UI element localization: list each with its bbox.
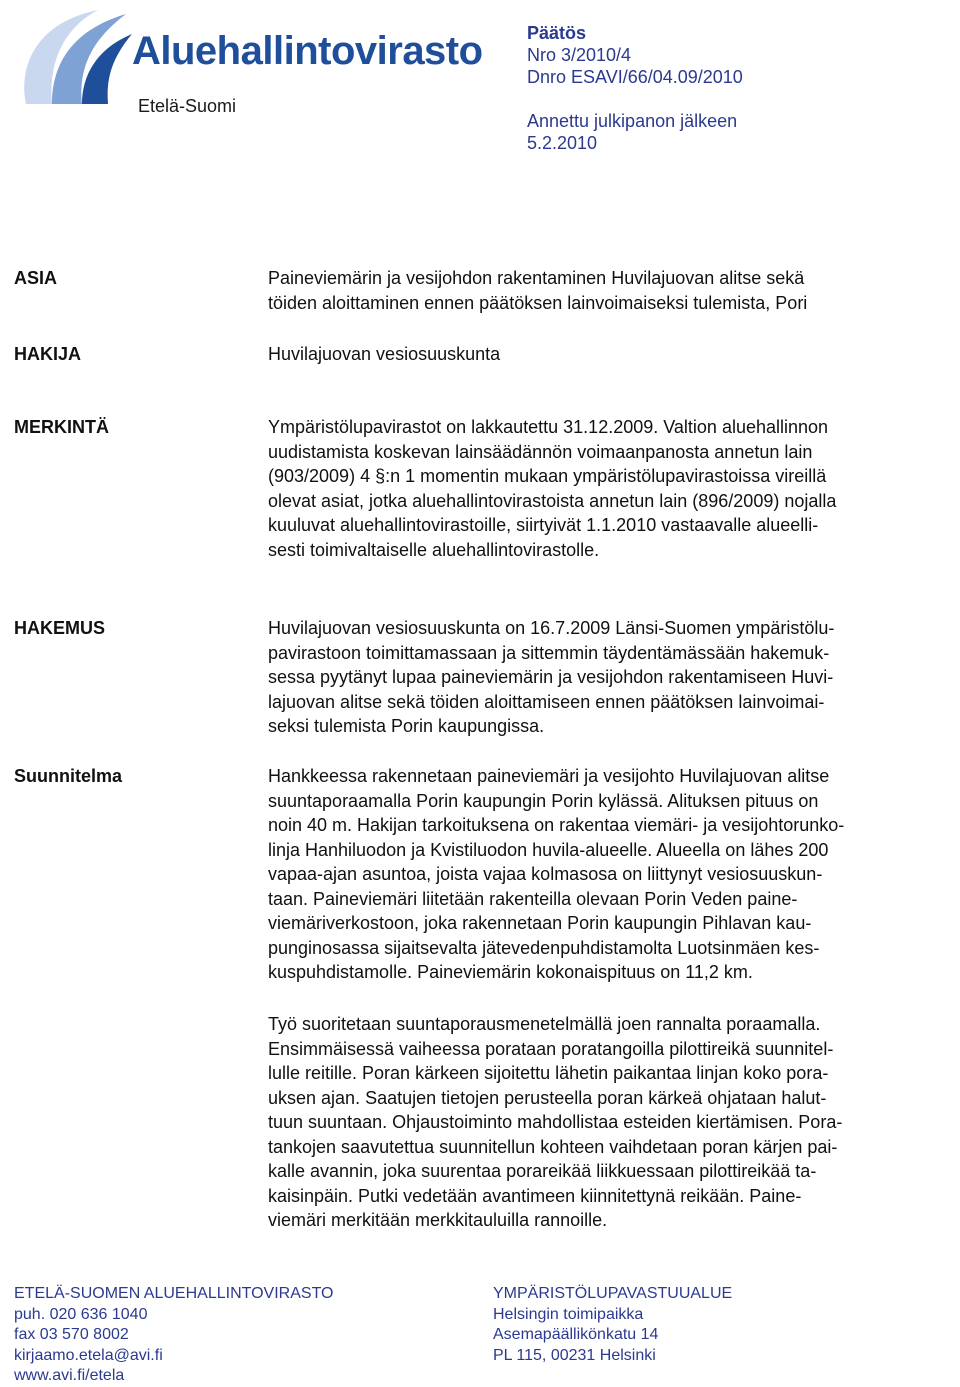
footer-website: www.avi.fi/etela — [14, 1367, 125, 1384]
body-line: Ensimmäisessä vaiheessa porataan poratangoilla pilottireikä suunnitel- — [268, 1038, 834, 1059]
body-line: viemäriverkostoon, joka rakennetaan Porin kaupungin Pihlavan kau- — [268, 913, 812, 933]
given-date-label: Annettu julkipanon jälkeen — [527, 111, 738, 131]
document-header — [527, 22, 927, 154]
body-line: kuuluvat aluehallintovirastoille, siirtyivät 1.1.2010 vastaavalle alueelli- — [268, 515, 819, 535]
footer-phone: puh. 020 636 1040 — [14, 1305, 148, 1323]
body-line: pavirastoon toimittamassaan ja sittemmin täydentämässään hakemuk- — [268, 642, 830, 663]
body-line: kalle avannin, joka suurentaa porareikää liikkuessaan pilottireikää ta- — [268, 1161, 817, 1181]
section-label-hakemus: HAKEMUS — [14, 618, 106, 638]
body-line: Työ suoritetaan suuntaporausmenetelmällä joen rannalta poraamalla. — [268, 1014, 821, 1034]
document-type: Päätös — [527, 23, 587, 43]
body-line: lajuovan alitse sekä töiden aloittamiseen ennen päätöksen lainvoimai- — [268, 691, 825, 712]
body-line: Hankkeessa rakennetaan paineviemäri ja vesijohto Huvilajuovan alitse — [268, 766, 830, 786]
section-body-merkinta — [268, 415, 958, 562]
logo-wordmark: Aluehallintovirasto — [132, 29, 483, 73]
body-line: suuntaporaamalla Porin kaupungin Porin kylässä. Alituksen pituus on — [268, 790, 819, 811]
given-date: 5.2.2010 — [527, 133, 598, 153]
section-label-suunnitelma: Suunnitelma — [14, 766, 123, 786]
body-line: kuspuhdistamolle. Paineviemärin kokonaispituus on 11,2 km. — [268, 962, 753, 982]
body-line: tankojen saavutettua suunnitellun kohteen vaihdetaan poran kärjen pai- — [268, 1136, 838, 1157]
body-line: viemäri merkitään merkkitauluilla rannoille. — [268, 1210, 608, 1230]
body-line: noin 40 m. Hakijan tarkoituksena on rakentaa viemäri- ja vesijohtorunko- — [268, 815, 845, 835]
region-label: Etelä-Suomi — [138, 96, 237, 116]
body-line: Ympäristölupavirastot on lakkautettu 31.12.2009. Valtion aluehallinnon — [268, 417, 829, 437]
body-line: seksi tulemista Porin kaupungissa. — [268, 716, 545, 736]
body-line: sessa pyytänyt lupaa paineviemärin ja vesijohdon rakentamiseen Huvi- — [268, 667, 834, 687]
footer-unit-name: YMPÄRISTÖLUPAVASTUUALUE — [493, 1285, 733, 1302]
body-line: punginosassa sijaitsevalta jätevedenpuhdistamolta Luotsinmäen kes- — [268, 937, 820, 958]
body-line: töiden aloittaminen ennen päätöksen lainvoimaiseksi tulemista, Pori — [268, 292, 808, 313]
footer-street: Asemapäällikönkatu 14 — [493, 1326, 659, 1343]
decision-number: Nro 3/2010/4 — [527, 45, 632, 65]
body-line: uudistamista koskevan lainsäädännön voimaanpanosta annetun lain — [268, 441, 813, 462]
section-body-asia — [268, 266, 958, 315]
footer-email: kirjaamo.etela@avi.fi — [14, 1346, 163, 1364]
body-line: tuun suuntaan. Ohjaustoiminto mahdollistaa esteiden kiertämisen. Pora- — [268, 1112, 843, 1132]
section-label-merkinta: MERKINTÄ — [14, 417, 109, 437]
section-body-hakija: Huvilajuovan vesiosuuskunta — [268, 344, 501, 364]
section-label-asia: ASIA — [14, 268, 58, 288]
body-line: taan. Paineviemäri liitetään rakenteilla olevaan Porin Veden paine- — [268, 888, 798, 909]
record-number: Dnro ESAVI/66/04.09/2010 — [527, 67, 743, 87]
footer-right — [493, 1284, 732, 1366]
footer-left — [14, 1284, 334, 1387]
section-label-hakija: HAKIJA — [14, 344, 82, 364]
body-line: Paineviemärin ja vesijohdon rakentaminen Huvilajuovan alitse sekä — [268, 268, 805, 288]
logo-emblem-icon — [8, 4, 138, 112]
body-line: (903/2009) 4 §:n 1 momentin mukaan ympäristölupavirastoissa vireillä — [268, 466, 827, 486]
body-line: linja Hanhiluodon ja Kvistiluodon huvila-alueelle. Alueella on lähes 200 — [268, 839, 829, 860]
body-line: Huvilajuovan vesiosuuskunta on 16.7.2009 Länsi-Suomen ympäristölu- — [268, 618, 835, 638]
body-line: sesti toimivaltaiselle aluehallintovirastolle. — [268, 539, 600, 560]
body-line: lulle reitille. Poran kärkeen sijoitettu lähetin paikantaa linjan koko pora- — [268, 1063, 829, 1083]
body-line: kaisinpäin. Putki vedetään avantimeen kiinnitettynä reikään. Paine- — [268, 1185, 802, 1206]
body-line: olevat asiat, jotka aluehallintovirastoista annetun lain (896/2009) nojalla — [268, 490, 837, 511]
body-line: vapaa-ajan asuntoa, joista vajaa kolmasosa on liittynyt vesiosuuskun- — [268, 864, 823, 884]
body-line: uksen ajan. Saatujen tietojen perusteella poran kärkeä ohjataan halut- — [268, 1087, 827, 1108]
footer-agency-name: ETELÄ-SUOMEN ALUEHALLINTOVIRASTO — [14, 1285, 334, 1302]
footer-office: Helsingin toimipaikka — [493, 1305, 644, 1323]
section-body-hakemus — [268, 616, 958, 739]
footer-postal: PL 115, 00231 Helsinki — [493, 1346, 656, 1364]
footer-fax: fax 03 570 8002 — [14, 1326, 129, 1343]
section-body-suunnitelma-p1 — [268, 764, 958, 985]
section-body-suunnitelma-p2 — [268, 1012, 958, 1233]
